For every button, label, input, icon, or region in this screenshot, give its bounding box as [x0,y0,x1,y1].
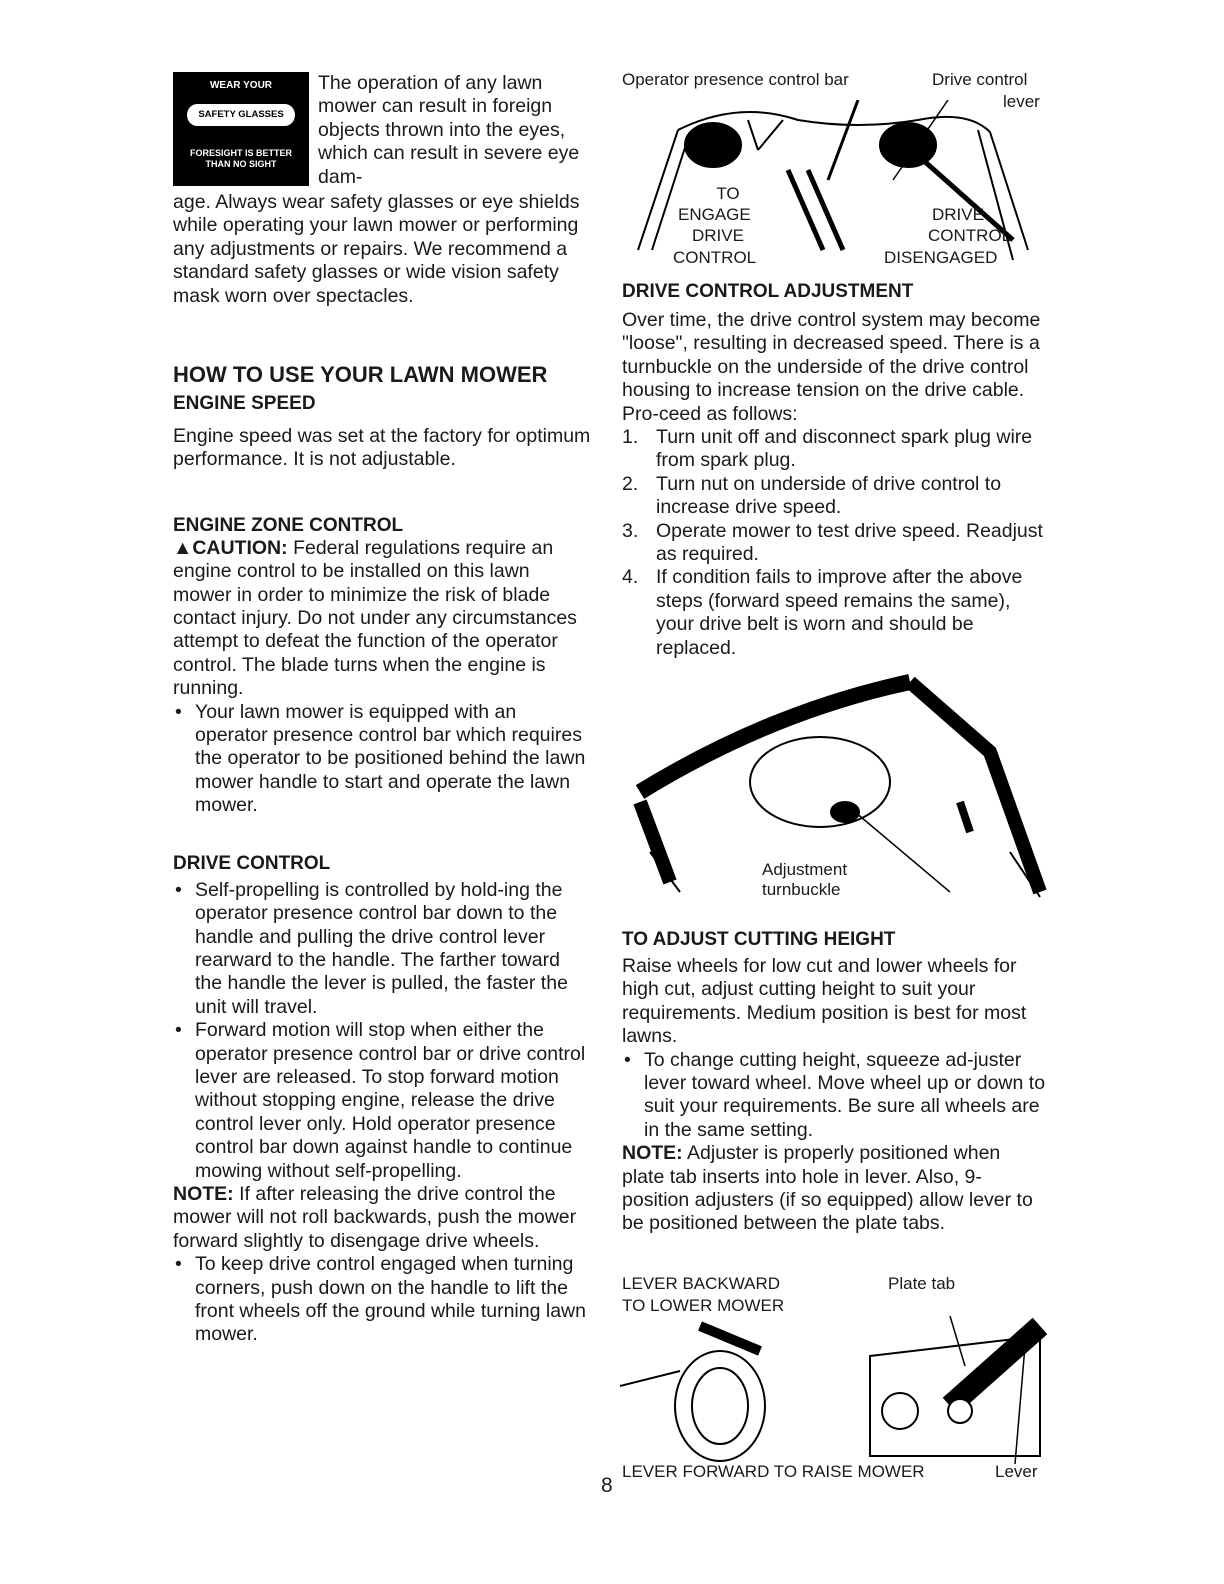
badge-line-3a: FORESIGHT IS BETTER [189,148,292,158]
fig3-lever: Lever [995,1462,1038,1481]
drive-bullet-1: • Self-propelling is controlled by hold-ing the operator presence control bar down to the handle and pulling the drive control lever rearward to the handle. The farther toward the handle the lever is pulled, the faster the unit will travel. [173,879,591,1019]
heading-engine-zone-control: ENGINE ZONE CONTROL [173,514,404,536]
badge-line-2: SAFETY GLASSES [187,104,295,126]
drive-note [173,1183,591,1253]
engine-speed-text: Engine speed was set at the factory for optimum performance. It is not adjustable. [173,425,591,471]
fig3-plate-tab: Plate tab [888,1274,956,1293]
adjustment-step: 3. Operate mower to test drive speed. Readjust as required. [622,519,1043,566]
intro-text-top: The operation of any lawn mower can result in foreign objects thrown into the eyes, which can result in severe eye dam- [318,72,580,188]
fig1-dis-1: DRIVE [932,205,984,224]
fig1-engage-2: ENGAGE [678,205,751,224]
heading-engine-speed: ENGINE SPEED [173,393,316,414]
adjustment-step: 1. Turn unit off and disconnect spark plug wire from spark plug. [622,426,1033,472]
fig1-engage-3: DRIVE [692,226,744,245]
cutting-bullet: • To change cutting height, squeeze ad-juster lever toward wheel. Move wheel up or down to suit your requirements. Be sure all wheels are in the same setting. [622,1049,1046,1143]
adjustment-text: Over time, the drive control system may become "loose", resulting in decreased speed. There is a turnbuckle on the underside of the drive control housing to increase tension on the drive cable. Pro-ceed as follows: [622,309,1041,425]
hand-left-icon [685,123,741,167]
fig3-forward: LEVER FORWARD TO RAISE MOWER [622,1462,925,1481]
cutting-note [622,1142,1046,1236]
fig1-dis-3: DISENGAGED [884,248,998,267]
cutting-height-illustration [620,1316,1050,1466]
fig1-label-control-bar: Operator presence control bar [622,70,849,89]
fig1-engage-4: CONTROL [673,248,757,267]
heading-drive-control-adjustment: DRIVE CONTROL ADJUSTMENT [622,281,914,302]
fig3-backward-2: TO LOWER MOWER [622,1296,785,1315]
right-column-adjustment [622,280,1046,660]
fig3-backward-1: LEVER BACKWARD [622,1274,781,1293]
drive-bullet-2: • Forward motion will stop when either the operator presence control bar or drive control lever are released. To stop forward motion without stopping engine, release the drive control lever only. Hold operator presence control bar down against handle to continue mowing without self-propelling. [173,1019,591,1183]
caution-text: Federal regulations require an engine control to be installed on this lawn mower in order to minimize the risk of blade contact injury. Do not under any circumstances attempt to defeat the function of the operator control. The blade turns when the engine is running. [173,536,577,700]
section-title-how-to-use: HOW TO USE YOUR LAWN MOWER [173,362,548,387]
fig1-engage-1: TO [716,184,740,203]
intro-text-bottom: age. Always wear safety glasses or eye shields while operating your lawn mower or performing any adjustments or repairs. We recommend a standard safety glasses or wide vision safety mask worn over spectacles. [173,191,580,307]
drive-bullet-3: • To keep drive control engaged when turning corners, push down on the handle to lift the front wheels off the ground while turning lawn mower. [173,1253,591,1347]
drive-note-label: NOTE: [173,1182,234,1205]
zone-bullet: • Your lawn mower is equipped with an operator presence control bar which requires the operator to be positioned behind the lawn mower handle to start and operate the lawn mower. [173,701,591,818]
heading-drive-control: DRIVE CONTROL [173,852,331,874]
warning-triangle-icon: ▲ [173,536,193,559]
drive-note-text: If after releasing the drive control the mower will not roll backwards, push the mower forward slightly to disengage drive wheels. [173,1182,577,1252]
safety-glasses-badge [173,72,309,186]
cutting-note-label: NOTE: [622,1142,683,1165]
page-number: 8 [601,1474,613,1497]
heading-cutting-height: TO ADJUST CUTTING HEIGHT [622,929,896,950]
fig2-label-2: turnbuckle [762,880,841,899]
bolt-icon [882,1393,918,1429]
adjustment-step: 4. If condition fails to improve after the above steps (forward speed remains the same), your drive belt is worn and should be replaced. [622,566,1023,659]
adjustment-step: 2. Turn nut on underside of drive control to increase drive speed. [622,472,1002,519]
fig1-label-lever-a: Drive control [932,70,1028,89]
fig1-label-lever-b: lever [1003,92,1040,111]
turnbuckle-icon [831,802,859,822]
badge-line-1: WEAR YOUR [209,80,273,91]
fig1-dis-2: CONTROL [928,226,1012,245]
cutting-text: Raise wheels for low cut and lower wheels for high cut, adjust cutting height to suit your requirements. Medium position is best for most lawns. [622,955,1027,1048]
caution-label: ▲CAUTION: [173,536,288,559]
badge-line-3b: THAN NO SIGHT [205,159,277,169]
cutting-note-text: Adjuster is properly positioned when plate tab inserts into hole in lever. Also, 9-position adjusters (if so equipped) allow lever to be positioned between the plate tabs. [622,1142,1033,1235]
fig2-label-1: Adjustment [762,860,848,879]
right-column-cutting [622,928,1046,1236]
left-column [173,362,591,1347]
caution-paragraph [173,537,591,701]
badge-line-3 [173,148,309,170]
